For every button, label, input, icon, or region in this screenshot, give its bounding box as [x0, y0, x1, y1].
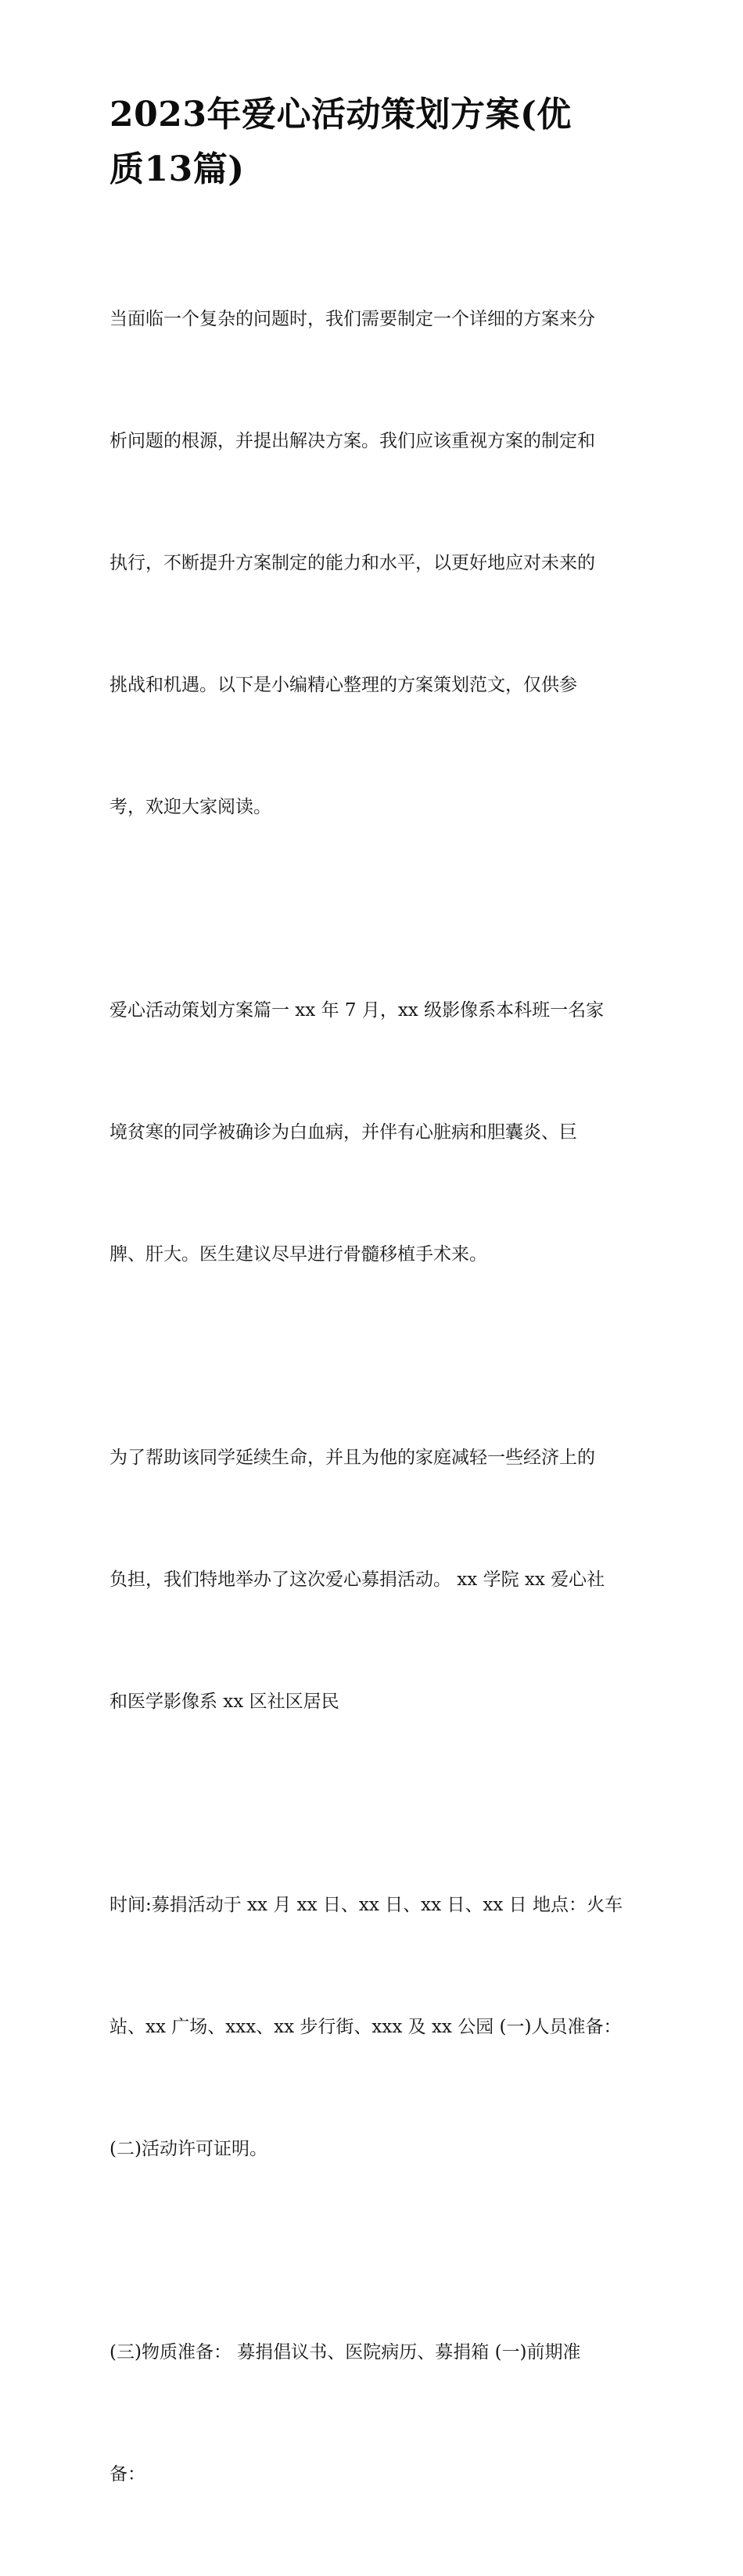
text-line: 站、xx 广场、xxx、xx 步行街、xxx 及 xx 公园 (一)人员准备： [109, 2017, 622, 2037]
title-line: 质13篇) [109, 149, 245, 189]
text-line: 考，欢迎大家阅读。 [109, 797, 271, 817]
title-line: 2023年爱心活动策划方案(优 [109, 95, 572, 135]
document-title [109, 88, 641, 197]
paragraph-intro [109, 217, 641, 909]
text-line: 时间:募捐活动于 xx 月 xx 日、xx 日、xx 日、xx 日 地点：火车 [109, 1895, 623, 1915]
paragraph-time-location [109, 1803, 641, 2251]
text-line: 备： [109, 2464, 145, 2485]
text-line: (二)活动许可证明。 [109, 2139, 267, 2159]
document-page [109, 88, 641, 2576]
document-body [109, 217, 641, 2576]
text-line: (三)物质准备： 募捐倡议书、医院病历、募捐箱 (一)前期准 [109, 2342, 581, 2363]
text-line: 挑战和机遇。以下是小编精心整理的方案策划范文，仅供参 [109, 675, 577, 695]
text-line: 析问题的根源，并提出解决方案。我们应该重视方案的制定和 [109, 431, 595, 451]
text-line: 当面临一个复杂的问题时，我们需要制定一个详细的方案来分 [109, 309, 595, 329]
paragraph-materials [109, 2251, 641, 2576]
text-line: 和医学影像系 xx 区社区居民 [109, 1692, 339, 1712]
text-line: 负担，我们特地举办了这次爱心募捐活动。 xx 学院 xx 爱心社 [109, 1570, 605, 1590]
text-line: 脾、肝大。医生建议尽早进行骨髓移植手术来。 [109, 1244, 487, 1265]
paragraph-background [109, 909, 641, 1356]
paragraph-purpose [109, 1356, 641, 1803]
text-line: 执行，不断提升方案制定的能力和水平，以更好地应对未来的 [109, 553, 595, 573]
text-line: 境贫寒的同学被确诊为白血病，并伴有心脏病和胆囊炎、巨 [109, 1122, 577, 1143]
text-line: 爱心活动策划方案篇一 xx 年 7 月，xx 级影像系本科班一名家 [109, 1000, 605, 1021]
text-line: 为了帮助该同学延续生命，并且为他的家庭减轻一些经济上的 [109, 1448, 595, 1468]
